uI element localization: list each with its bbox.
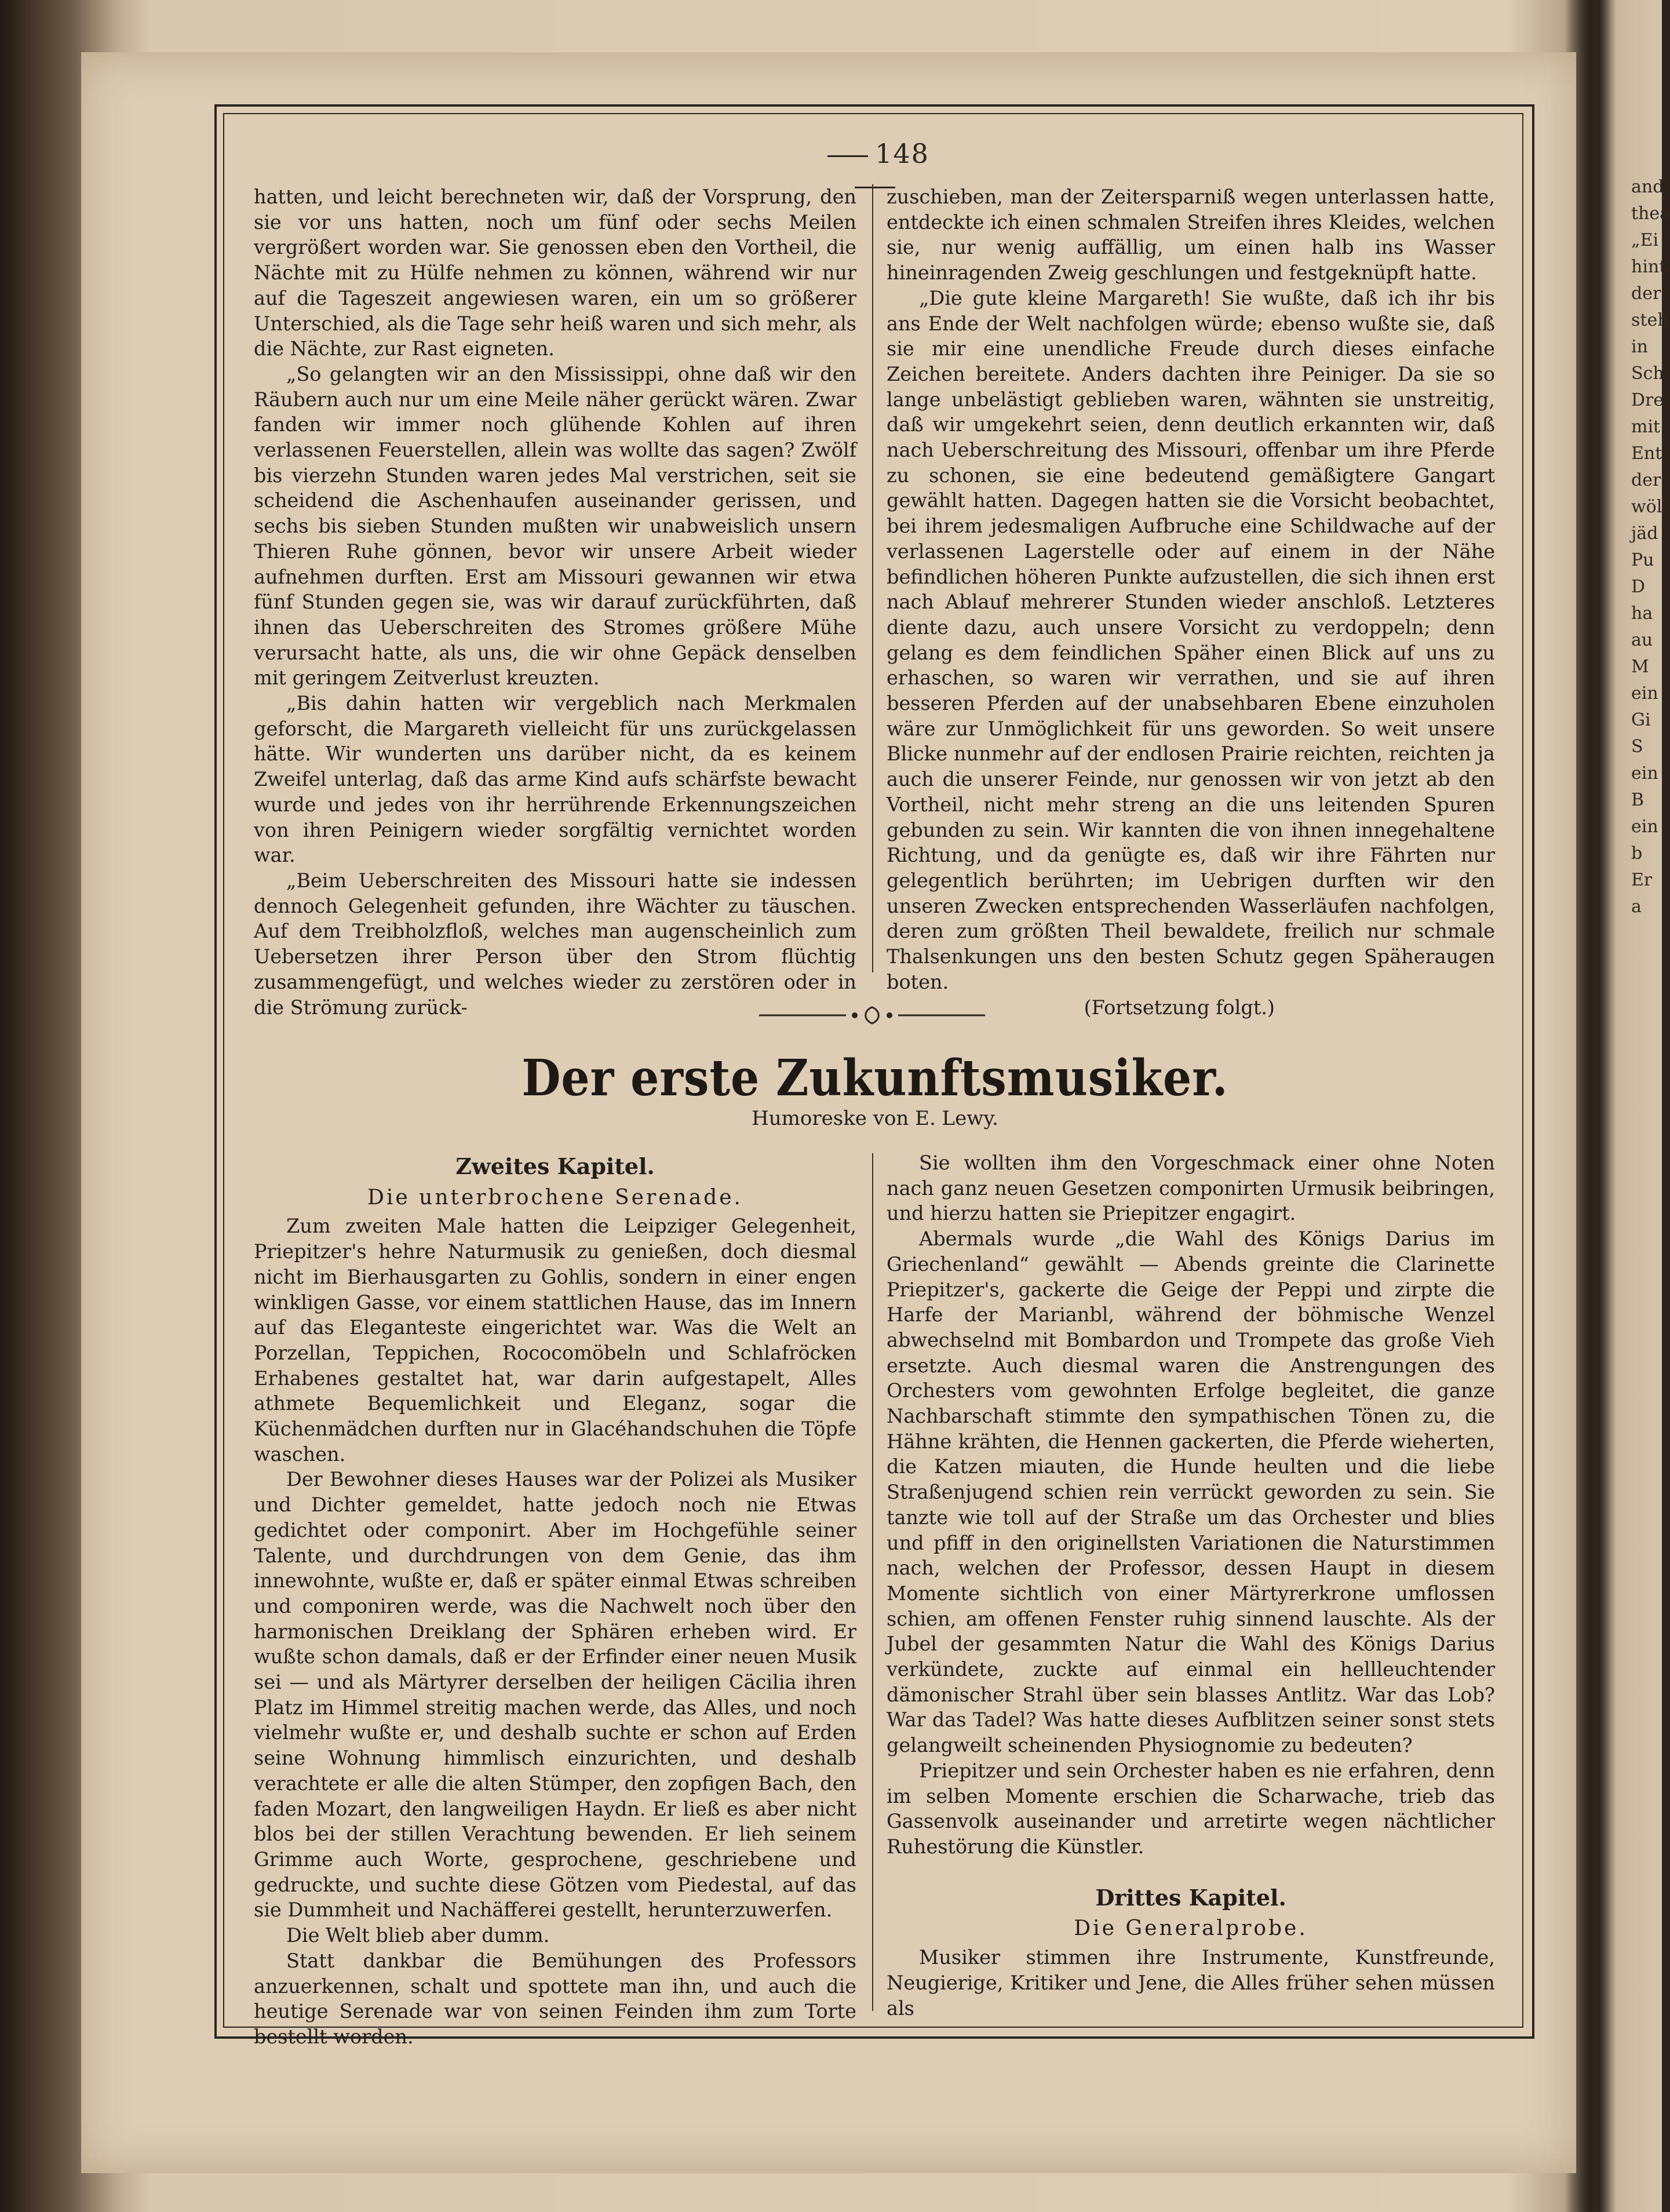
facing-page-fragment: M (1631, 657, 1649, 677)
paragraph: Abermals wurde „die Wahl des Königs Darius im Griechenland“ gewählt — Abends greinte die Clarinette Priepitzer's, gackerte die Geige der Peppi und zirpte die Harfe der Marianbl, während der böhmische Wenzel abwechselnd mit Bombardon und Trompete das große Vieh ersetzte. Auch diesmal waren die Anstrengungen des Orchesters vom gewohnten Erfolge begleitet, die ganze Nachbarschaft stimmte den sympathischen Tönen zu, die Hähne krähten, die Hennen gackerten, die Pferde wieherten, die Katzen miauten, die Hunde heulten und die liebe Straßenjugend schien rein verrückt geworden zu sein. Sie tanzte wie toll auf der Straße um das Orchester und blies und pfiff in den originellsten Variationen die Naturstimmen nach, welchen der Professor, dessen Haupt in diesem Momente sichtlich von einer Märtyrerkrone umflossen schien, am offenen Fenster ruhig sinnend lauschte. Als der Jubel der gesammten Natur die Wahl des Königs Darius verkündete, zuckte auf einmal ein hellleuchtender dämonischer Strahl über sein blasses Antlitz. War das Lob? War das Tadel? Was hatte dieses Aufblitzen seiner sonst stets gelangweilt scheinenden Physiognomie zu bedeuten? (887, 1227, 1495, 1757)
facing-page-fragments (1631, 174, 1670, 920)
ornament-center (866, 1007, 879, 1023)
ornament-divider (759, 1004, 985, 1027)
facing-page-fragment: steh (1631, 310, 1669, 330)
continued-note: (Fortsetzung folgt.) (1084, 996, 1275, 1019)
story-title: Der erste Zukunftsmusiker. (522, 1049, 1228, 1107)
paragraph: Musiker stimmen ihre Instrumente, Kunstfreunde, Neugierige, Kritiker und Jene, die Alles früher sehen müssen als (887, 1946, 1495, 2020)
facing-page-fragment: Dre (1631, 390, 1664, 410)
section-heading: Die unterbrochene Serenade. (367, 1185, 743, 1209)
ornament-dot-right (887, 1012, 892, 1018)
facing-page-fragment: Pu (1631, 550, 1654, 570)
chapter-heading: Zweites Kapitel. (455, 1153, 655, 1179)
paragraph: Zum zweiten Male hatten die Leipziger Gelegenheit, Priepitzer's hehre Naturmusik zu genießen, doch diesmal nicht im Bierhausgarten zu Gohlis, sondern in einer engen winkligen Gasse, vor einem stattlichen Hause, das im Innern auf das Eleganteste eingerichtet war. Was die Welt an Porzellan, Teppichen, Rococomöbeln und Schlafröcken Erhabenes gestaltet hat, war darin aufgestapelt, Alles athmete Bequemlichkeit und Eleganz, sogar die Küchenmädchen durften nur in Glacéhandschuhen die Töpfe waschen. (254, 1215, 856, 1466)
facing-page-fragment: and (1631, 177, 1664, 197)
paragraph: Sie wollten ihm den Vorgeschmack einer ohne Noten nach ganz neuen Gesetzen componirten Urmusik beibringen, und hierzu hatten sie Priepitzer engagirt. (887, 1151, 1495, 1225)
section-heading: Die Generalprobe. (1074, 1916, 1308, 1941)
ornament-dot-left (852, 1012, 858, 1018)
facing-page-fragment: wöl (1631, 497, 1662, 517)
facing-page-fragment: ein (1631, 817, 1658, 837)
facing-page-fragment: Ent (1631, 443, 1662, 464)
facing-page-fragment: ein (1631, 683, 1658, 704)
chapter-heading: Drittes Kapitel. (1095, 1884, 1286, 1911)
lower-left-column (254, 1150, 856, 2050)
facing-page-fragment: B (1631, 790, 1645, 810)
paragraph: zuschieben, man der Zeitersparniß wegen unterlassen hatte, entdeckte ich einen schmalen Streifen ihres Kleides, welchen sie, nur wenig auffällig, um einen halb ins Wasser hineinragenden Zweig geschlungen und festgeknüpft hatte. (887, 185, 1495, 285)
paragraph: „So gelangten wir an den Mississippi, ohne daß wir den Räubern auch nur um eine Meile näher gerückt wären. Zwar fanden wir immer noch glühende Kohlen auf ihren verlassenen Feuerstellen, allein was wollte das sagen? Zwölf bis vierzehn Stunden waren jedes Mal verstrichen, seit sie scheidend die Aschenhaufen auseinander gerissen, und sechs bis sieben Stunden mußten wir unabweislich unsern Thieren Ruhe gönnen, bevor wir unsere Arbeit wieder aufnehmen durften. Erst am Missouri gewannen wir etwa fünf Stunden gegen sie, was wir darauf zurückführten, daß ihnen das Ueberschreiten des Stromes größere Mühe verursacht hatte, als uns, die wir ohne Gepäck denselben mit geringem Zeitverlust kreuzten. (254, 362, 856, 690)
facing-page-fragment: mit (1631, 417, 1661, 437)
dash-left (827, 155, 868, 157)
facing-page-fragment: a (1631, 897, 1642, 917)
column-divider-lower (872, 1153, 873, 2011)
facing-page-fragment: D (1631, 577, 1646, 597)
paragraph: Der Bewohner dieses Hauses war der Polizei als Musiker und Dichter gemeldet, hatte jedoch noch nie Etwas gedichtet oder componirt. Aber im Hochgefühle seiner Talente, und durchdrungen von dem Genie, das ihm innewohnte, wußte er, daß er später einmal Etwas schreiben und componiren werde, was die Nachwelt noch über den harmonischen Dreiklang der Sphären erheben wird. Er wußte schon damals, daß er der Erfinder einer neuen Musik sei — und als Märtyrer derselben der heiligen Cäcilia ihren Platz im Himmel streitig machen werde, das Alles, und noch vielmehr wußte er, und deshalb suchte er schon auf Erden seine Wohnung himmlisch einzurichten, und deshalb verachtete er alle die alten Stümper, den zopfigen Bach, den faden Mozart, den langweiligen Haydn. Er ließ es aber nicht blos bei der stillen Verachtung bewenden. Er lieh seinem Grimme auch Worte, gesprochene, geschriebene und gedruckte, und suchte diese Götzen vom Piedestal, auf das sie Dummheit und Nachäfferei gestellt, herunterzuwerfen. (254, 1468, 856, 1922)
facing-page-fragment: ein (1631, 763, 1658, 784)
facing-page-fragment: in (1631, 337, 1648, 357)
paragraph: Die Welt blieb aber dumm. (286, 1924, 550, 1947)
facing-page-fragment: Er (1631, 870, 1653, 890)
paragraph: hatten, und leicht berechneten wir, daß der Vorsprung, den sie vor uns hatten, noch um fünf oder sechs Meilen vergrößert worden war. Sie genossen eben den Vortheil, die Nächte mit zu Hülfe nehmen zu können, während wir nur auf die Tageszeit angewiesen waren, ein um so größerer Unterschied, als die Tage sehr heiß waren und sich mehr, als die Nächte, zur Rast eigneten. (254, 185, 856, 360)
page-number-text: 148 (875, 138, 929, 169)
paragraph: „Die gute kleine Margareth! Sie wußte, daß ich ihr bis ans Ende der Welt nachfolgen würde; ebenso wußte sie, daß sie mir eine unendliche Freude durch dieses einfache Zeichen bereitete. Anders dachten ihre Peiniger. Da sie so lange unbelästigt geblieben waren, wähnten sie unstreitig, daß wir umgekehrt seien, denn deutlich erkannten wir, daß nach Ueberschreitung des Missouri, offenbar um ihre Pferde zu schonen, sie eine bedeutend gemäßigtere Gangart gewählt hatten. Dagegen hatten sie die Vorsicht beobachtet, bei ihrem jedesmaligen Aufbruche eine Schildwache auf der verlassenen Lagerstelle oder auf einem in der Nähe befindlichen höheren Punkte aufzustellen, die sich ihnen erst nach Ablauf mehrerer Stunden wieder anschloß. Letzteres diente dazu, auch unsere Vorsicht zu verdoppeln; denn gelang es dem feindlichen Späher einen Blick auf uns zu erhaschen, so waren wir verrathen, und sie auf ihren besseren Pferden auf der unabsehbaren Ebene einzuholen wäre zur Unmöglichkeit für uns geworden. So weit unsere Blicke nunmehr auf der endlosen Prairie reichten, reichten ja auch die unserer Feinde, nur genossen wir von jetzt ab den Vortheil, nicht mehr streng an die uns leitenden Spuren gebunden zu sein. Wir kannten die von ihnen innegehaltene Richtung, und da genügte es, daß wir ihre Fährten nur gelegentlich berührten; im Uebrigen durften wir den unseren Zwecken entsprechenden Wasserläufen nachfolgen, deren zum größten Theil bewaldete, freilich nur schmale Thalsenkungen uns den besten Schutz gegen Späheraugen boten. (887, 286, 1495, 993)
facing-page-fragment: hint (1631, 257, 1667, 277)
upper-left-column (254, 184, 856, 1020)
facing-page-fragment: S (1631, 737, 1643, 757)
facing-page-fragment: ha (1631, 603, 1653, 624)
facing-page-fragment: Sch (1631, 363, 1664, 384)
paragraph: „Bis dahin hatten wir vergeblich nach Merkmalen geforscht, die Margareth vielleicht für uns zurückgelassen hätte. Wir wunderten uns darüber nicht, da es keinem Zweifel unterlag, daß das arme Kind aufs schärfste bewacht wurde und jedes von ihr herrührende Erkennungszeichen von ihren Peinigern wieder sorgfältig vernichtet worden war. (254, 692, 856, 867)
paragraph: Priepitzer und sein Orchester haben es nie erfahren, denn im selben Momente erschien die Scharwache, trieb das Gassenvolk auseinander und arretirte wegen nächtlicher Ruhestörung die Künstler. (887, 1759, 1495, 1858)
story-subtitle: Humoreske von E. Lewy. (752, 1107, 998, 1130)
facing-page-fragment: der (1631, 470, 1661, 490)
facing-page-fragment: thea (1631, 203, 1670, 224)
facing-page-fragment: „Ei (1631, 230, 1659, 250)
paragraph: „Beim Ueberschreiten des Missouri hatte sie indessen dennoch Gelegenheit gefunden, ihre Wächter zu täuschen. Auf dem Treibholzfloß, welches man augenscheinlich zum Uebersetzen ihrer Person über den Strom flüchtig zusammengefügt, und welches wieder zu zerstören oder in die Strömung zurück- (254, 869, 856, 1019)
facing-page-fragment: b (1631, 843, 1643, 863)
facing-page-fragment: au (1631, 630, 1653, 650)
upper-right-column (887, 184, 1495, 1020)
facing-page-fragment: jäd (1631, 523, 1658, 544)
lower-right-column (887, 1150, 1495, 2021)
facing-page-fragment: der (1631, 283, 1661, 304)
facing-page-fragment: Gi (1631, 710, 1651, 730)
paragraph: Statt dankbar die Bemühungen des Professors anzuerkennen, schalt und spottete man ihn, und auch die heutige Serenade war von seinen Feinden ihm zum Torte bestellt worden. (254, 1949, 856, 2048)
column-divider-upper (872, 184, 873, 972)
